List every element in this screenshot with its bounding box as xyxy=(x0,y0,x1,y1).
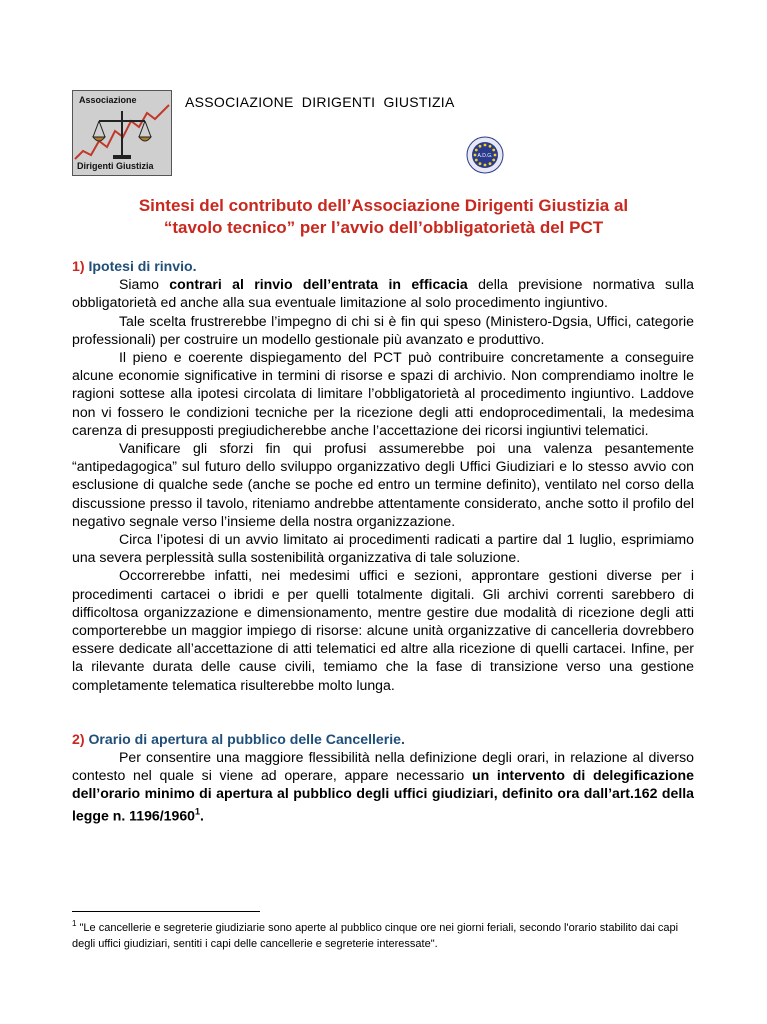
section-1-heading xyxy=(72,257,694,275)
footnote xyxy=(72,916,694,952)
logo-text-bottom: Dirigenti Giustizia xyxy=(77,161,154,171)
footnote-number: 1 xyxy=(72,919,77,928)
title-line-1: Sintesi del contributo dell’Associazione Dirigenti Giustizia al xyxy=(138,196,629,215)
section-2-title: Orario di apertura al pubblico delle Cancellerie. xyxy=(88,730,405,747)
section-1-title: Ipotesi di rinvio. xyxy=(88,258,197,274)
emblem xyxy=(466,136,504,174)
section-1-paragraph-5: Circa l’ipotesi di un avvio limitato ai procedimenti radicati a partire dal 1 luglio, esprimiamo una severa perplessità sulla sostenibilità organizzativa di tale soluzione. xyxy=(72,531,694,566)
title-line-2: “tavolo tecnico” per l’avvio dell’obbligatorietà del PCT xyxy=(163,218,604,237)
section-1-paragraph-6: Occorrerebbe infatti, nei medesimi uffici e sezioni, approntare gestioni diverse per i procedimenti cartacei o ibridi e per quelli totalmente digitali. Gli archivi correnti sarebbero di difficoltosa organizzazione e dimensionamento, mentre gestire due modalità di ricezione degli atti comporterebbe un maggior impiego di risorse: alcune unità organizzative di cancelleria dovrebbero essere dedicate all’accettazione di atti telematici ed altre alla ricezione di quelli cartacei. Infine, per la rilevante durata delle cause civili, temiamo che la fase di transizione verso una gestione completamente telematica risulterebbe molto lunga. xyxy=(72,567,694,693)
footnote-text: "Le cancellerie e segreterie giudiziarie sono aperte al pubblico cinque ore nei giorni feriali, secondo l'orario stabilito dai capi degli uffici giudiziari, sentiti i capi delle cancellerie e segreterie interessate". xyxy=(72,922,679,950)
section-2-heading xyxy=(72,730,694,748)
emblem-label: A.D.G. xyxy=(477,153,493,159)
section-1-paragraph-4: Vanificare gli sforzi fin qui profusi assumerebbe poi una valenza pesantemente “antipedagogica” sul futuro dello sviluppo organizzativo degli Uffici Giudiziari e lo stesso avvio con esclusione di qualche sede (anche se poche ed entro un termine definito), ventilato nel corso della discussione presso il tavolo, riteniamo andrebbe attentamente considerato, anche sotto il profilo del negativo segnale verso l’insieme della nostra organizzazione. xyxy=(72,440,694,529)
section-2-number: 2) xyxy=(72,730,85,747)
eu-stars-emblem-icon xyxy=(466,136,504,174)
section-1-paragraph-3: Il pieno e coerente dispiegamento del PCT può contribuire concretamente a conseguire alcune economie significative in termini di risorse e spazi di archivio. Non comprendiamo inoltre le ragioni sottese alla ipotesi circolata di limitare l’obbligatorietà al procedimento ingiuntivo. Laddove non vi fossero le condizioni tecniche per la ricezione degli atti endoprocedimentali, la medesima carenza di presupposti pregiudicherebbe anche l’accettazione dei ricorsi ingiuntivi telematici. xyxy=(72,349,694,438)
section-1-paragraph-1: Siamo contrari al rinvio dell’entrata in efficacia della previsione normativa sulla obbligatorietà ed anche alla sua eventuale limitazione al solo procedimento ingiuntivo. xyxy=(72,276,694,311)
section-1-paragraph-2: Tale scelta frustrerebbe l’impegno di chi si è fin qui speso (Ministero-Dgsia, Uffici, categorie professionali) per costruire un modello gestionale più avanzato e produttivo. xyxy=(72,312,694,347)
footnote-separator xyxy=(72,911,260,912)
logo-text-top: Associazione xyxy=(79,95,137,105)
document-body xyxy=(72,257,694,825)
section-1-number: 1) xyxy=(72,258,85,274)
footnote-reference[interactable]: 1 xyxy=(195,806,201,817)
organization-name: ASSOCIAZIONE DIRIGENTI GIUSTIZIA xyxy=(185,94,455,110)
association-logo xyxy=(72,90,172,176)
document-title xyxy=(60,195,707,239)
section-2-paragraph-1: Per consentire una maggiore flessibilità nella definizione degli orari, in relazione al diverso contesto nel quale si viene ad operare, appare necessario un intervento di delegificazione dell’orario minimo di apertura al pubblico degli uffici giudiziari, definito ora dall’art.162 della legge n. 1196/1960$^1$. xyxy=(72,749,694,824)
